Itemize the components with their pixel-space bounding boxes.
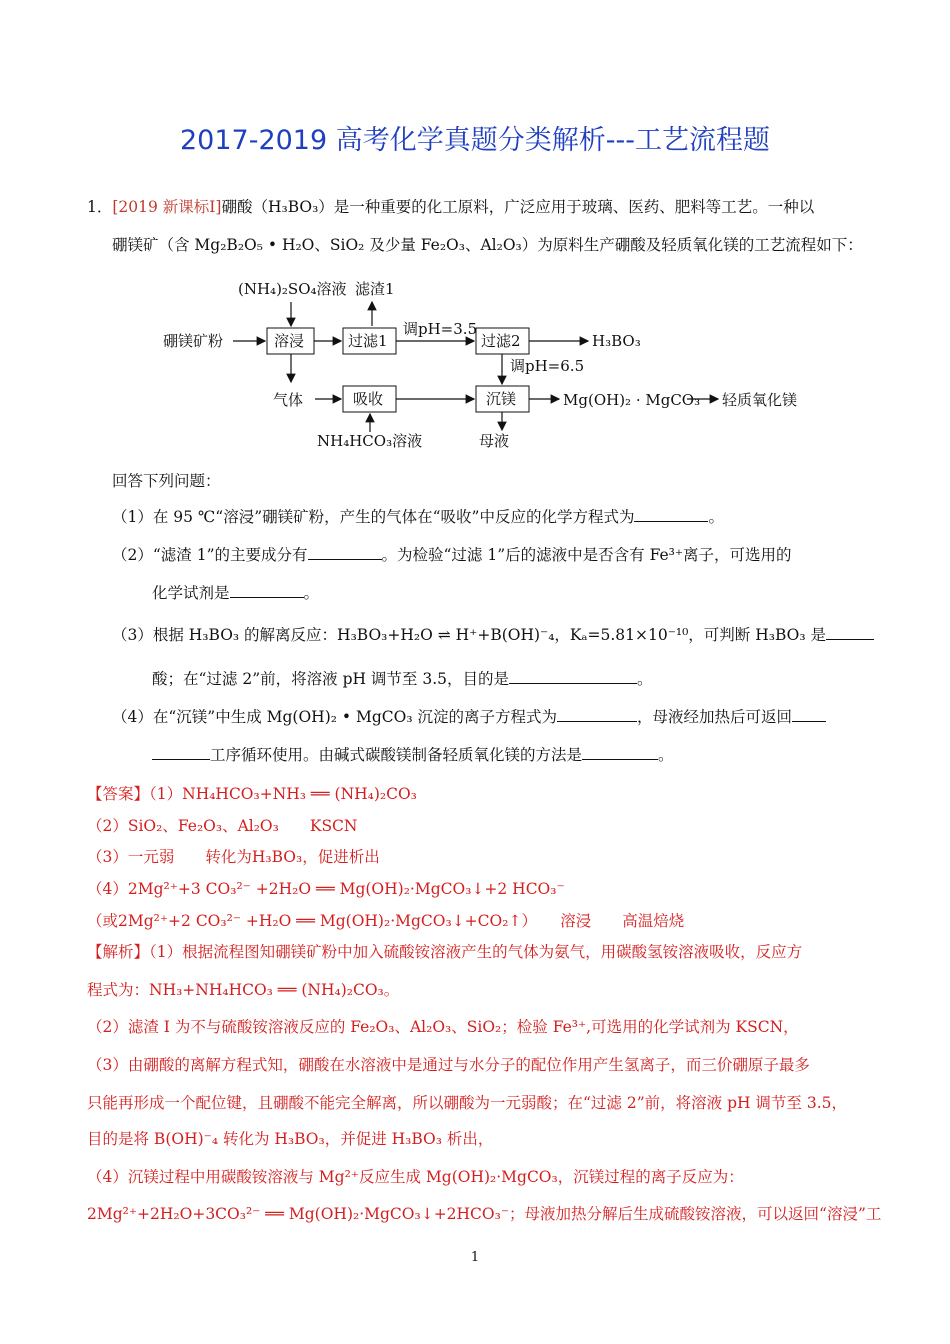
answer-tag: 【答案】	[87, 785, 150, 803]
adjust-ph-6-5-label: 调pH=6.5	[510, 357, 585, 375]
reagent-ammonium-sulfate: (NH₄)₂SO₄溶液	[238, 280, 347, 298]
box-precipitate-label: 沉镁	[486, 390, 517, 408]
questions-intro: 回答下列问题：	[112, 472, 221, 490]
mother-liquor-label: 母液	[479, 432, 510, 450]
box-dissolve-label: 溶浸	[274, 332, 305, 350]
question-stem-1: 硼酸（H₃BO₃）是一种重要的化工原料，广泛应用于玻璃、医药、肥料等工艺。一种以	[221, 198, 815, 216]
answer-blank	[582, 745, 658, 760]
analysis-part-3-b: 只能再形成一个配位键，且硼酸不能完全解离，所以硼酸为一元弱酸；在“过滤 2”前，将溶液 pH 调节至 3.5，	[87, 1094, 848, 1112]
question-part-4-text-a: （4）在“沉镁”中生成 Mg(OH)₂ • MgCO₃ 沉淀的离子方程式为	[112, 708, 557, 726]
question-part-1-text: （1）在 95 ℃“溶浸”硼镁矿粉，产生的气体在“吸收”中反应的化学方程式为	[112, 508, 635, 526]
question-1-line-1	[87, 196, 814, 218]
question-part-1	[112, 506, 724, 528]
answer-blank	[557, 707, 637, 722]
question-part-4-text-b: ，母液经加热后可返回	[636, 708, 792, 726]
answer-part-3: （3）一元弱 转化为H₃BO₃，促进析出	[87, 848, 380, 866]
precipitate-product-label: Mg(OH)₂ · MgCO₃	[563, 391, 701, 409]
answer-part-4: （4）2Mg²⁺+3 CO₃²⁻ +2H₂O ══ Mg(OH)₂·MgCO₃↓+2 HCO₃⁻	[87, 880, 565, 898]
question-part-3-line-1	[112, 624, 874, 646]
question-1-line-2: 硼镁矿（含 Mg₂B₂O₅ • H₂O、SiO₂ 及少量 Fe₂O₃、Al₂O₃）为原料生产硼酸及轻质氧化镁的工艺流程如下：	[112, 236, 863, 254]
question-number: 1．	[87, 198, 113, 216]
answer-blank	[509, 669, 637, 684]
answer-line-1	[87, 783, 417, 805]
answer-part-1: （1）NH₄HCO₃+NH₃ ══ (NH₄)₂CO₃	[149, 785, 417, 803]
question-part-4-line-2	[152, 744, 674, 766]
answer-blank	[308, 545, 382, 560]
answer-blank	[634, 507, 708, 522]
box-absorb-label: 吸收	[353, 390, 384, 408]
question-part-3-line-2	[152, 668, 653, 690]
question-part-4-line-1	[112, 706, 826, 728]
gas-label: 气体	[273, 391, 304, 409]
question-part-4-text-c: 工序循环使用。由碱式碳酸镁制备轻质氧化镁的方法是	[210, 746, 583, 764]
answer-blank	[792, 707, 826, 722]
question-part-1-end: 。	[708, 508, 724, 526]
question-part-2-end: 。	[303, 584, 320, 602]
final-product-label: 轻质氧化镁	[722, 391, 798, 409]
analysis-part-1-b: 程式为：NH₃+NH₄HCO₃ ══ (NH₄)₂CO₃。	[87, 981, 400, 999]
box-filter-2-label: 过滤2	[481, 332, 521, 350]
answer-blank	[230, 583, 304, 598]
analysis-part-4-b: 2Mg²⁺+2H₂O+3CO₃²⁻ ══ Mg(OH)₂·MgCO₃↓+2HCO₃⁻；母液加热分解后生成硫酸铵溶液，可以返回“溶浸”工	[87, 1205, 882, 1223]
analysis-tag: 【解析】	[87, 943, 150, 961]
answer-blank	[152, 745, 210, 760]
answer-part-4-alt: （或2Mg²⁺+2 CO₃²⁻ +H₂O ══ Mg(OH)₂·MgCO₃↓+CO₂↑） 溶浸 高温焙烧	[87, 912, 685, 930]
analysis-part-1-a: （1）根据流程图知硼镁矿粉中加入硫酸铵溶液产生的气体为氨气，用碳酸氢铵溶液吸收，反应方	[149, 943, 803, 961]
answer-blank	[826, 625, 874, 640]
analysis-part-3-c: 目的是将 B(OH)⁻₄ 转化为 H₃BO₃，并促进 H₃BO₃ 析出，	[87, 1130, 494, 1148]
product-boric-acid: H₃BO₃	[592, 332, 641, 350]
analysis-part-3-a: （3）由硼酸的离解方程式知，硼酸在水溶液中是通过与水分子的配位作用产生氢离子，而三价硼原子最多	[87, 1056, 810, 1074]
question-part-3-text-a: （3）根据 H₃BO₃ 的解离反应：H₃BO₃+H₂O ⇌ H⁺+B(OH)⁻₄，Kₐ=5.81×10⁻¹⁰，可判断 H₃BO₃ 是	[112, 626, 826, 644]
analysis-part-2: （2）滤渣 I 为不与硫酸铵溶液反应的 Fe₂O₃、Al₂O₃、SiO₂；检验 Fe³⁺,可选用的化学试剂为 KSCN，	[87, 1018, 799, 1036]
question-part-3-text-b: 酸；在“过滤 2”前，将溶液 pH 调节至 3.5，目的是	[152, 670, 510, 688]
question-part-4-end: 。	[658, 746, 674, 764]
question-part-2-line-1	[112, 544, 792, 566]
question-part-2-line-2	[152, 582, 319, 604]
question-part-3-end: 。	[637, 670, 653, 688]
raw-material-label: 硼镁矿粉	[163, 332, 224, 350]
answer-part-2: （2）SiO₂、Fe₂O₃、Al₂O₃ KSCN	[87, 817, 358, 835]
question-part-2-text-b: 。为检验“过滤 1”后的滤液中是否含有 Fe³⁺离子，可选用的	[381, 546, 792, 564]
question-part-2-text-c: 化学试剂是	[152, 584, 230, 602]
question-part-2-text-a: （2）“滤渣 1”的主要成分有	[112, 546, 308, 564]
page-number: 1	[470, 1250, 480, 1265]
residue-1-label: 滤渣1	[355, 280, 395, 298]
analysis-line-1	[87, 941, 802, 963]
analysis-part-4-a: （4）沉镁过程中用碳酸铵溶液与 Mg²⁺反应生成 Mg(OH)₂·MgCO₃，沉镁过程的离子反应为：	[87, 1168, 744, 1186]
adjust-ph-3-5-label: 调pH=3.5	[403, 320, 478, 338]
question-source: [2019 新课标Ⅰ]	[112, 198, 222, 216]
box-filter-1-label: 过滤1	[348, 332, 388, 350]
page-title: 2017-2019 高考化学真题分类解析---工艺流程题	[180, 125, 770, 156]
reagent-ammonium-bicarbonate: NH₄HCO₃溶液	[317, 432, 423, 450]
process-flow-diagram	[155, 274, 835, 460]
